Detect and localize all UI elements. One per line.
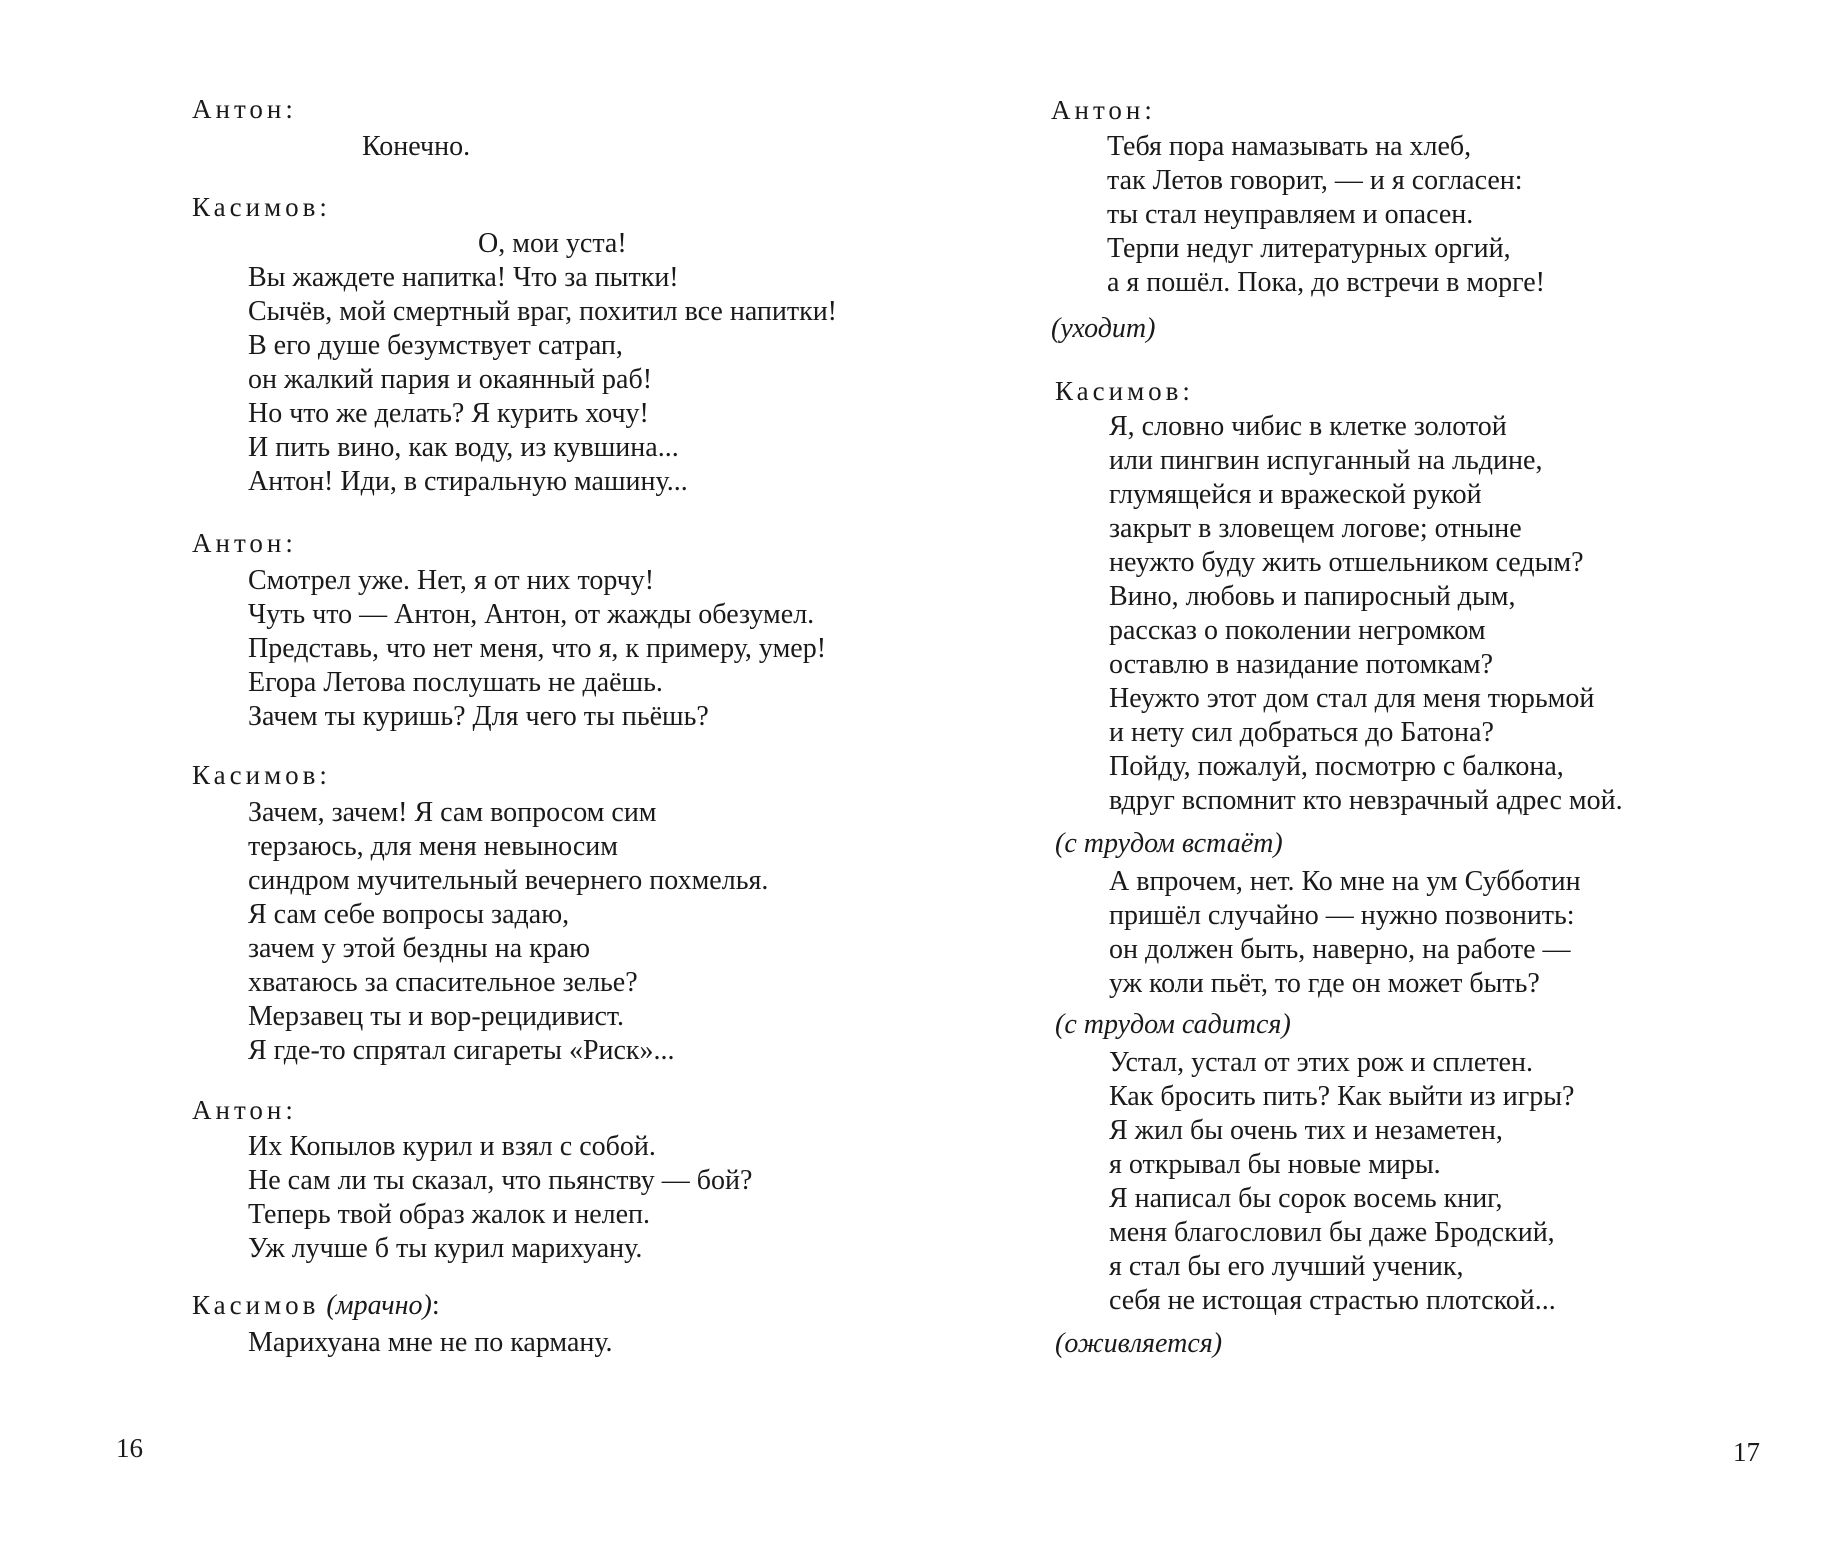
verse-line: закрыт в зловещем логове; отныне xyxy=(1109,513,1522,544)
verse-line: я стал бы его лучший ученик, xyxy=(1109,1251,1464,1282)
verse-line: он жалкий пария и окаянный раб! xyxy=(248,364,653,395)
verse-line: и нету сил добраться до Батона? xyxy=(1109,717,1494,748)
verse-line: рассказ о поколении негромком xyxy=(1109,615,1486,646)
speaker-name: Касимов: xyxy=(192,192,331,222)
verse-line: так Летов говорит, — и я согласен: xyxy=(1107,165,1523,196)
verse-line: а я пошёл. Пока, до встречи в морге! xyxy=(1107,267,1545,298)
verse-line: Представь, что нет меня, что я, к примеру, умер! xyxy=(248,633,827,664)
verse-line: Зачем, зачем! Я сам вопросом сим xyxy=(248,797,657,828)
verse-line: терзаюсь, для меня невыносим xyxy=(248,831,618,862)
stage-direction: (уходит) xyxy=(1051,313,1156,344)
verse-line: себя не истощая страстью плотской... xyxy=(1109,1285,1556,1316)
verse-line: А впрочем, нет. Ко мне на ум Субботин xyxy=(1109,866,1581,897)
verse-line: Их Копылов курил и взял с собой. xyxy=(248,1131,656,1162)
verse-line: Тебя пора намазывать на хлеб, xyxy=(1107,131,1472,162)
speaker-name: Антон: xyxy=(192,1095,297,1125)
speaker-name: Касимов: xyxy=(1055,376,1194,406)
verse-line: Как бросить пить? Как выйти из игры? xyxy=(1109,1081,1575,1112)
verse-line: В его душе безумствует сатрап, xyxy=(248,330,623,361)
verse-line: оставлю в назидание потомкам? xyxy=(1109,649,1494,680)
speaker-name: Касимов (мрачно): xyxy=(192,1290,440,1321)
verse-line: Теперь твой образ жалок и нелеп. xyxy=(248,1199,651,1230)
verse-line: неужто буду жить отшельником седым? xyxy=(1109,547,1584,578)
verse-line: Уж лучше б ты курил марихуану. xyxy=(248,1233,643,1264)
verse-line: вдруг вспомнит кто невзрачный адрес мой. xyxy=(1109,785,1623,816)
verse-line: Антон! Иди, в стиральную машину... xyxy=(248,466,688,497)
verse-line: зачем у этой бездны на краю xyxy=(248,933,591,964)
verse-line: И пить вино, как воду, из кувшина... xyxy=(248,432,679,463)
verse-line: Пойду, пожалуй, посмотрю с балкона, xyxy=(1109,751,1564,782)
stage-direction: (с трудом садится) xyxy=(1055,1009,1291,1040)
stage-direction: (оживляется) xyxy=(1055,1328,1223,1359)
speaker-name: Антон: xyxy=(192,94,297,124)
verse-line: Неужто этот дом стал для меня тюрьмой xyxy=(1109,683,1595,714)
verse-line: хватаюсь за спасительное зелье? xyxy=(248,967,638,998)
verse-line: Я жил бы очень тих и незаметен, xyxy=(1109,1115,1503,1146)
verse-line: Сычёв, мой смертный враг, похитил все напитки! xyxy=(248,296,837,327)
verse-line: меня благословил бы даже Бродский, xyxy=(1109,1217,1555,1248)
stage-direction: (с трудом встаёт) xyxy=(1055,828,1283,859)
right-page xyxy=(921,0,1842,1542)
verse-line: Марихуана мне не по карману. xyxy=(248,1327,613,1358)
verse-line: Я где-то спрятал сигареты «Риск»... xyxy=(248,1035,675,1066)
verse-line: О, мои уста! xyxy=(478,228,627,259)
speaker-name: Антон: xyxy=(192,528,297,558)
verse-line: уж коли пьёт, то где он может быть? xyxy=(1109,968,1540,999)
verse-line: ты стал неуправляем и опасен. xyxy=(1107,199,1474,230)
verse-line: глумящейся и вражеской рукой xyxy=(1109,479,1482,510)
speaker-name: Касимов: xyxy=(192,760,331,790)
verse-line: Вы жаждете напитка! Что за пытки! xyxy=(248,262,679,293)
verse-line: Смотрел уже. Нет, я от них торчу! xyxy=(248,565,655,596)
verse-line: пришёл случайно — нужно позвонить: xyxy=(1109,900,1575,931)
verse-line: Зачем ты куришь? Для чего ты пьёшь? xyxy=(248,701,709,732)
verse-line: Вино, любовь и папиросный дым, xyxy=(1109,581,1516,612)
verse-line: Но что же делать? Я курить хочу! xyxy=(248,398,649,429)
verse-line: Терпи недуг литературных оргий, xyxy=(1107,233,1511,264)
stage-direction: (мрачно) xyxy=(326,1290,432,1321)
verse-line: Я, словно чибис в клетке золотой xyxy=(1109,411,1507,442)
verse-line: синдром мучительный вечернего похмелья. xyxy=(248,865,769,896)
speaker-name: Антон: xyxy=(1051,95,1156,125)
verse-line: Чуть что — Антон, Антон, от жажды обезумел. xyxy=(248,599,815,630)
verse-line: Конечно. xyxy=(362,131,471,162)
verse-line: он должен быть, наверно, на работе — xyxy=(1109,934,1571,965)
verse-line: Егора Летова послушать не даёшь. xyxy=(248,667,663,698)
page-number: 17 xyxy=(1733,1437,1760,1467)
verse-line: Не сам ли ты сказал, что пьянству — бой? xyxy=(248,1165,753,1196)
verse-line: Я написал бы сорок восемь книг, xyxy=(1109,1183,1503,1214)
verse-line: Я сам себе вопросы задаю, xyxy=(248,899,570,930)
verse-line: Устал, устал от этих рож и сплетен. xyxy=(1109,1047,1533,1078)
verse-line: Мерзавец ты и вор-рецидивист. xyxy=(248,1001,625,1032)
verse-line: или пингвин испуганный на льдине, xyxy=(1109,445,1543,476)
verse-line: я открывал бы новые миры. xyxy=(1109,1149,1441,1180)
page-number: 16 xyxy=(116,1433,143,1463)
